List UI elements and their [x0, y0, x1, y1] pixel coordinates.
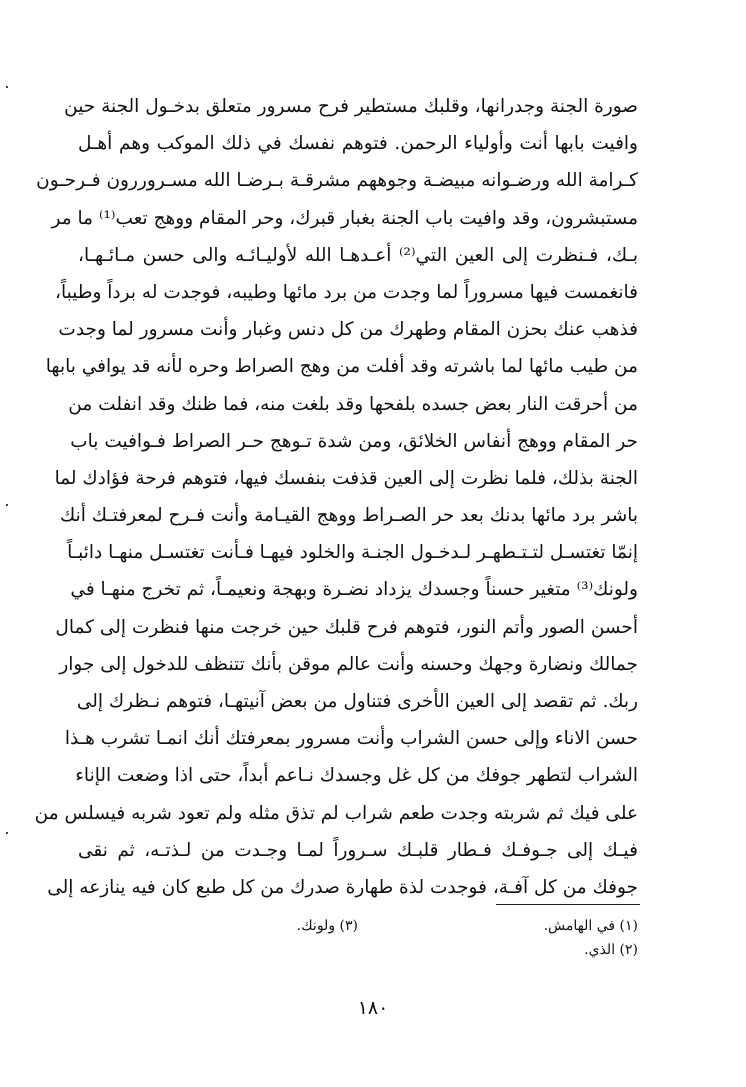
scan-edge-mark: [6, 832, 8, 834]
text-line: فانغمست فيها مسروراً لما وجدت من برد مائها وطيبه، فوجدت له برداً وطيباً،: [54, 281, 638, 303]
text-line: صورة الجنة وجدرانها، وقلبك مستطير فرح مسرور متعلق بدخـول الجنة حين: [64, 96, 638, 117]
text-line: كـرامة الله ورضـوانه مبيضـة وجوههم مشرقـة بـرضـا الله مسـروررون فـرحـون: [36, 170, 638, 192]
text-line: إنمّا تغتسـل لتـتـطهـر لـدخـول الجنـة والخلود فيهـا فـأنت تغتسـل منهـا دائبـاً: [67, 542, 638, 564]
text-line: ربك. ثم تقصد إلى العين الأخرى فتناول من بعض آنيتهـا، فتوهم نـظرك إلى: [76, 691, 638, 712]
text-line: فذهب عنك بحزن المقام وطهرك من كل دنس وغبار وأنت مسرور لما وجدت: [58, 319, 638, 341]
text-line: وافيت بابها أنت وأولياء الرحمن. فتوهم نفسك في ذلك الموكب وهم أهـل: [78, 133, 638, 155]
text-line: حسن الاناء وإلى حسن الشراب وأنت مسرور بمعرفتك أنك انمـا تشرب هـذا: [64, 728, 638, 750]
text-line: ولونك⁽³⁾ متغير حسناً وجسدك يزداد نضـرة وبهجة ونعيمـاً، ثم تخرج منهـا في: [70, 579, 638, 601]
main-text-block: [34, 88, 638, 906]
text-line: من أحرقت النار بعض جسده بلفحها وقد بلغت منه، فما ظنك وقد انفلت من: [68, 393, 638, 415]
footnote-3: (٣) ولونك.: [296, 918, 358, 934]
text-line: جوفك من كل آفـة، فوجدت لذة طهارة صدرك من كل طبع كان فيه ينازعه إلى: [47, 876, 638, 898]
text-line: باشر برد مائها بدنك بعد حر الصـراط ووهج القيـامة وأنت فـرح لمعرفتـك أنك: [60, 505, 638, 527]
scan-edge-mark: [6, 86, 8, 88]
text-line: فيـك إلى جـوفـك فـطار قلبـك سـروراً لمـا وجـدت من لـذتـه، ثم نقى: [78, 839, 638, 861]
text-line: من طيب مائها لما باشرته وقد أفلت من وهج الصراط وحره لأنه قد يوافي بابها: [45, 356, 638, 378]
text-line: على فيك ثم شربته وجدت طعم شراب لم تذق مثله ولم تعود شربه فيسلس من: [34, 802, 638, 824]
text-line: أحسن الصور وأتم النور، فتوهم فرح قلبك حين خرجت منها فنظرت إلى كمال: [55, 616, 638, 638]
text-line: الشراب لتطهر جوفك من كل غل وجسدك نـاعم أبداً، حتى اذا وضعت الإناء: [75, 765, 638, 787]
text-line: مستبشرون، وقد وافيت باب الجنة بغبار قبرك، وحر المقام ووهج تعب⁽¹⁾ ما مر: [51, 207, 638, 229]
page-number: ١٨٠: [357, 997, 389, 1019]
text-line: حر المقام ووهج أنفاس الخلائق، ومن شدة تـوهج حـر الصراط فـوافيت باب: [70, 430, 638, 452]
text-line: جمالك ونضارة وجهك وحسنه وأنت عالم موقن بأنك تتنظف للدخول إلى جوار: [59, 653, 638, 675]
text-line: بـك، فـنظرت إلى العين التي⁽²⁾ أعـدهـا الله لأوليـائـه والى حسن مـائـهـا،: [77, 244, 638, 266]
footnote-2: (٢) الذي.: [584, 942, 638, 958]
footnote-separator: [496, 904, 640, 905]
footnote-1: (١) في الهامش.: [543, 918, 638, 934]
scan-edge-mark: [6, 504, 8, 506]
text-line: الجنة بذلك، فلما نظرت إلى العين قذفت بنفسك فيها، فتوهم فرحة فؤادك لما: [54, 467, 638, 489]
